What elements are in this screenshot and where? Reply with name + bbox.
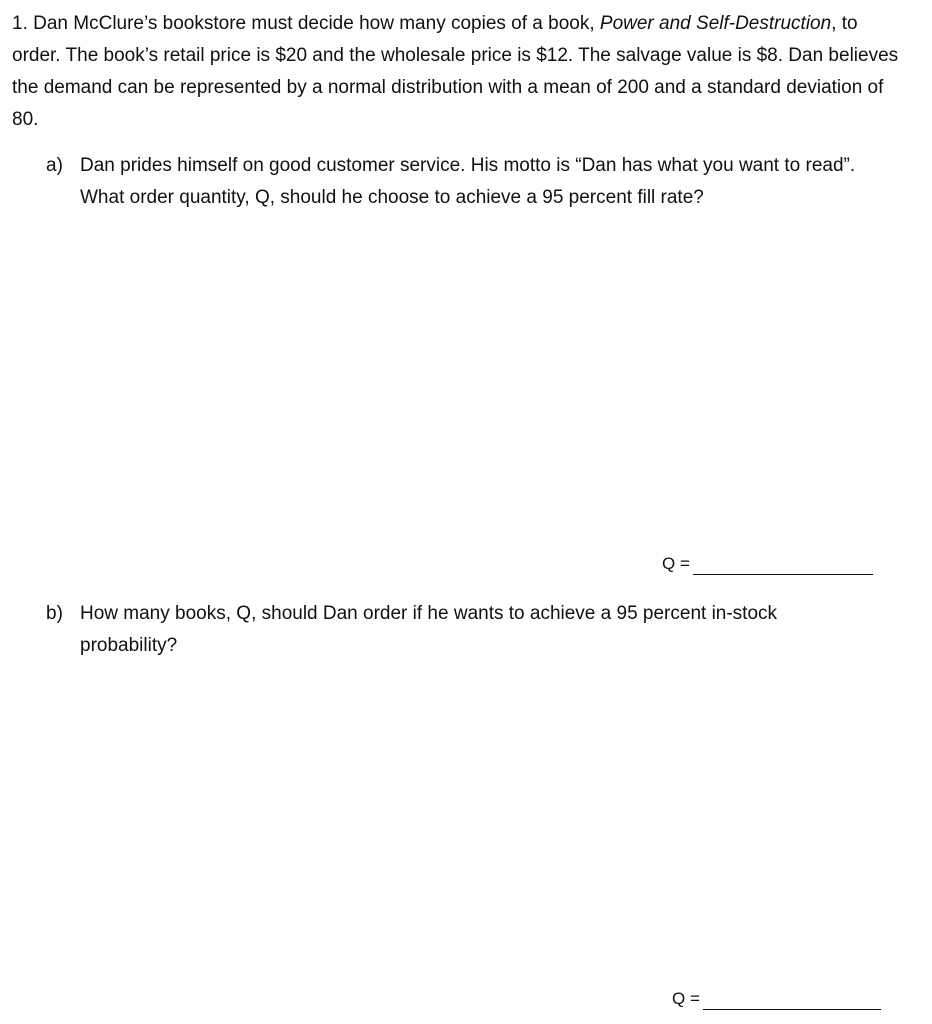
- book-title: Power and Self-Destruction: [599, 13, 832, 34]
- answer-b: [672, 988, 881, 1010]
- part-a-label: a): [46, 155, 63, 176]
- question-part-b: [46, 598, 876, 662]
- problem-statement: [12, 8, 902, 136]
- question-part-a: [46, 150, 876, 214]
- part-b-text: How many books, Q, should Dan order if he wants to achieve a 95 percent in-stock probability?: [80, 603, 778, 656]
- part-b-label: b): [46, 603, 63, 624]
- answer-b-label: Q =: [672, 989, 700, 1008]
- answer-a: [662, 553, 873, 575]
- part-a-text: Dan prides himself on good customer service. His motto is “Dan has what you want to read”. What order quantity, Q, should he choose to achieve a 95 percent fill rate?: [80, 155, 856, 208]
- answer-b-blank[interactable]: [703, 993, 881, 1010]
- answer-a-label: Q =: [662, 554, 690, 573]
- answer-a-blank[interactable]: [693, 558, 873, 575]
- problem-text-1: Dan McClure’s bookstore must decide how many copies of a book,: [27, 13, 600, 34]
- problem-text-2: , to order. The book’s retail price is $20 and the wholesale price is $12. The salvage value is $8. Dan believes the demand can be represented by a normal distribution with a mean of 200 and a standard deviation of 80.: [12, 13, 899, 130]
- problem-number: 1.: [12, 13, 28, 34]
